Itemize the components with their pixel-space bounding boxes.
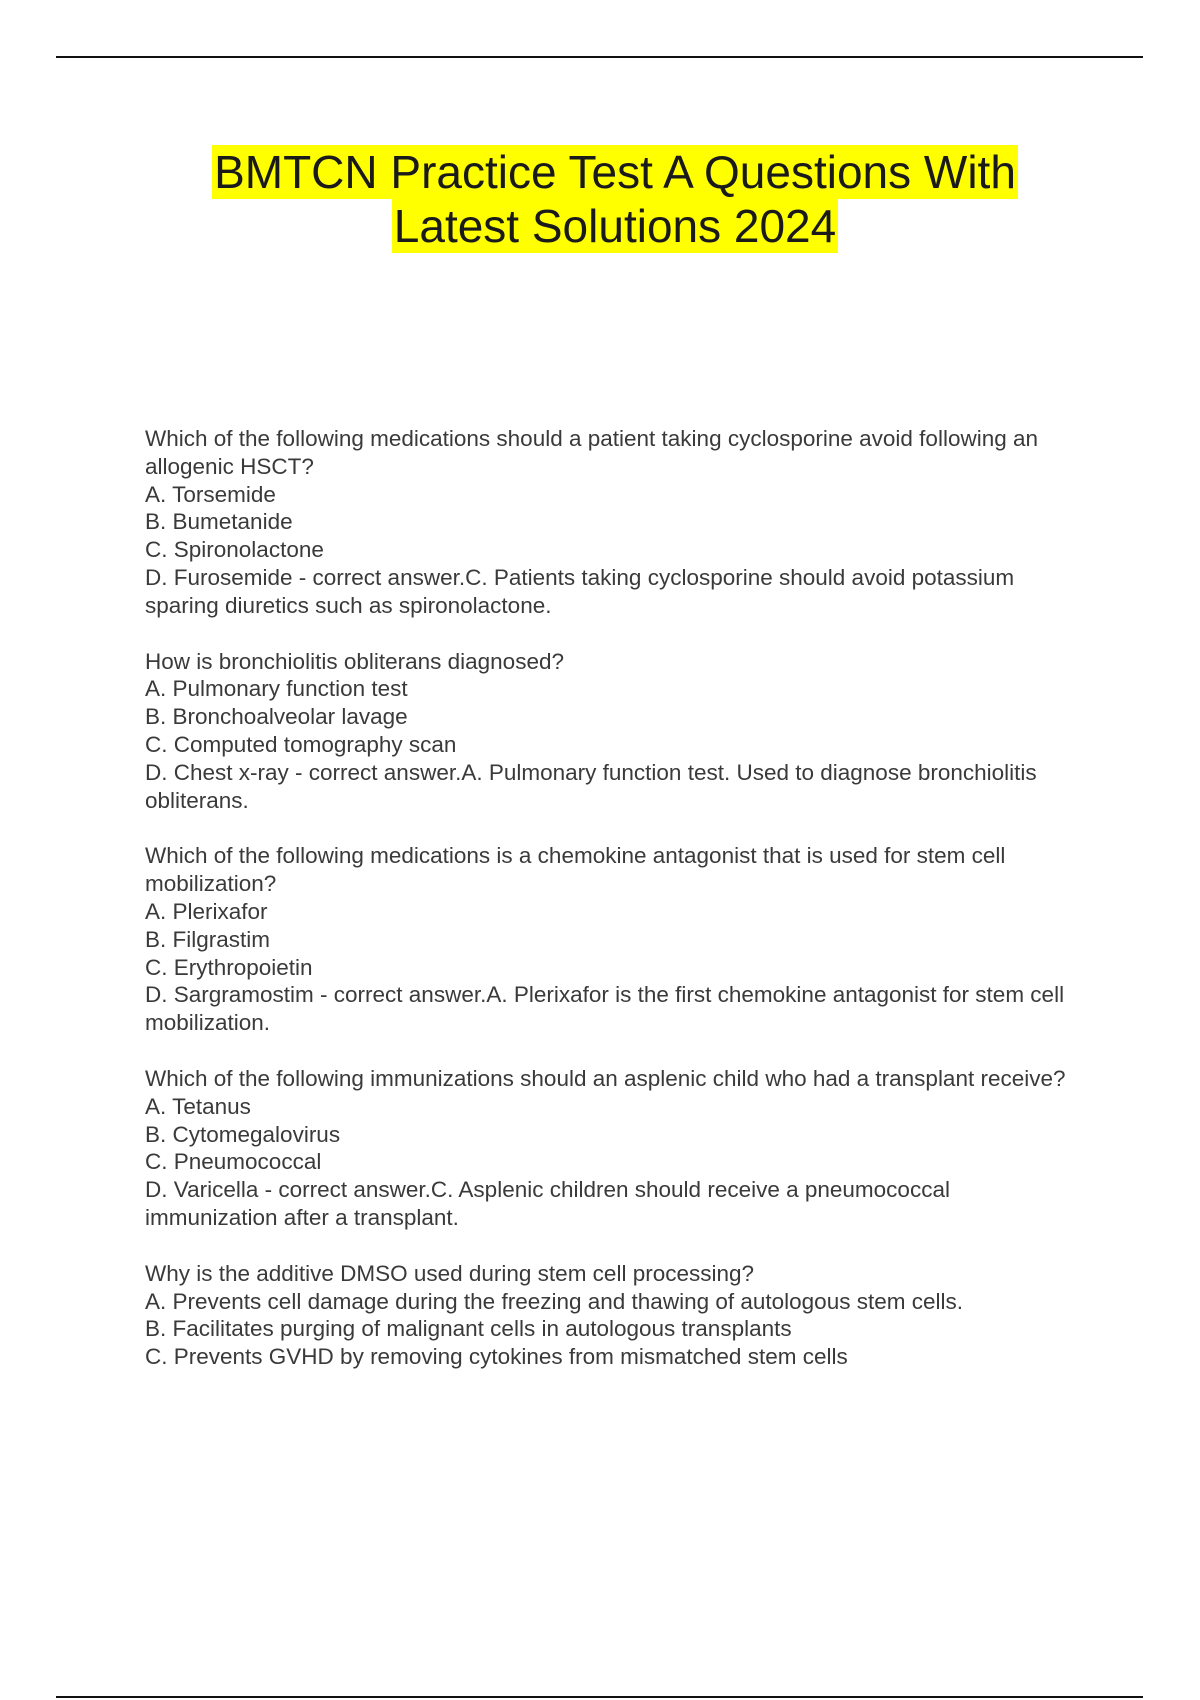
option-c: C. Spironolactone <box>145 537 324 563</box>
option-a: A. Pulmonary function test <box>145 676 408 702</box>
option-d-with-answer: D. Chest x-ray - correct answer.A. Pulmonary function test. Used to diagnose bronchiolitis obliterans. <box>145 759 1037 813</box>
question-block-3 <box>145 842 1080 1037</box>
option-c: C. Erythropoietin <box>145 954 313 980</box>
option-b: B. Facilitates purging of malignant cells in autologous transplants <box>145 1316 792 1342</box>
question-text: Which of the following immunizations should an asplenic child who had a transplant receive? <box>145 1065 1066 1091</box>
option-a: A. Tetanus <box>145 1093 251 1119</box>
option-a: A. Prevents cell damage during the freezing and thawing of autologous stem cells. <box>145 1288 963 1314</box>
question-block-2 <box>145 648 1080 815</box>
option-c: C. Pneumococcal <box>145 1149 322 1175</box>
document-title <box>0 145 1200 253</box>
title-line-1: BMTCN Practice Test A Questions With <box>214 146 1016 198</box>
option-c: C. Prevents GVHD by removing cytokines from mismatched stem cells <box>145 1344 848 1370</box>
bottom-rule <box>56 1696 1143 1698</box>
question-text: Why is the additive DMSO used during stem cell processing? <box>145 1260 755 1286</box>
question-text: Which of the following medications is a chemokine antagonist that is used for stem cell mobilization? <box>145 843 1006 897</box>
question-block-4 <box>145 1065 1080 1232</box>
top-rule <box>56 56 1143 58</box>
option-b: B. Filgrastim <box>145 926 271 952</box>
question-block-1 <box>145 425 1080 620</box>
option-c: C. Computed tomography scan <box>145 731 457 757</box>
option-b: B. Cytomegalovirus <box>145 1121 341 1147</box>
question-list <box>145 425 1080 1399</box>
option-a: A. Plerixafor <box>145 898 268 924</box>
option-d-with-answer: D. Varicella - correct answer.C. Asplenic children should receive a pneumococcal immunization after a transplant. <box>145 1177 950 1230</box>
question-block-5 <box>145 1260 1080 1371</box>
question-text: Which of the following medications should a patient taking cyclosporine avoid following an allogenic HSCT? <box>145 426 1039 479</box>
question-text: How is bronchiolitis obliterans diagnosed? <box>145 648 564 674</box>
title-line-2: Latest Solutions 2024 <box>393 200 837 252</box>
option-b: B. Bronchoalveolar lavage <box>145 704 408 730</box>
option-d-with-answer: D. Furosemide - correct answer.C. Patients taking cyclosporine should avoid potassium sparing diuretics such as spironolactone. <box>145 564 1015 618</box>
option-d-with-answer: D. Sargramostim - correct answer.A. Plerixafor is the first chemokine antagonist for stem cell mobilization. <box>145 982 1065 1036</box>
option-a: A. Torsemide <box>145 481 276 507</box>
option-b: B. Bumetanide <box>145 509 293 535</box>
